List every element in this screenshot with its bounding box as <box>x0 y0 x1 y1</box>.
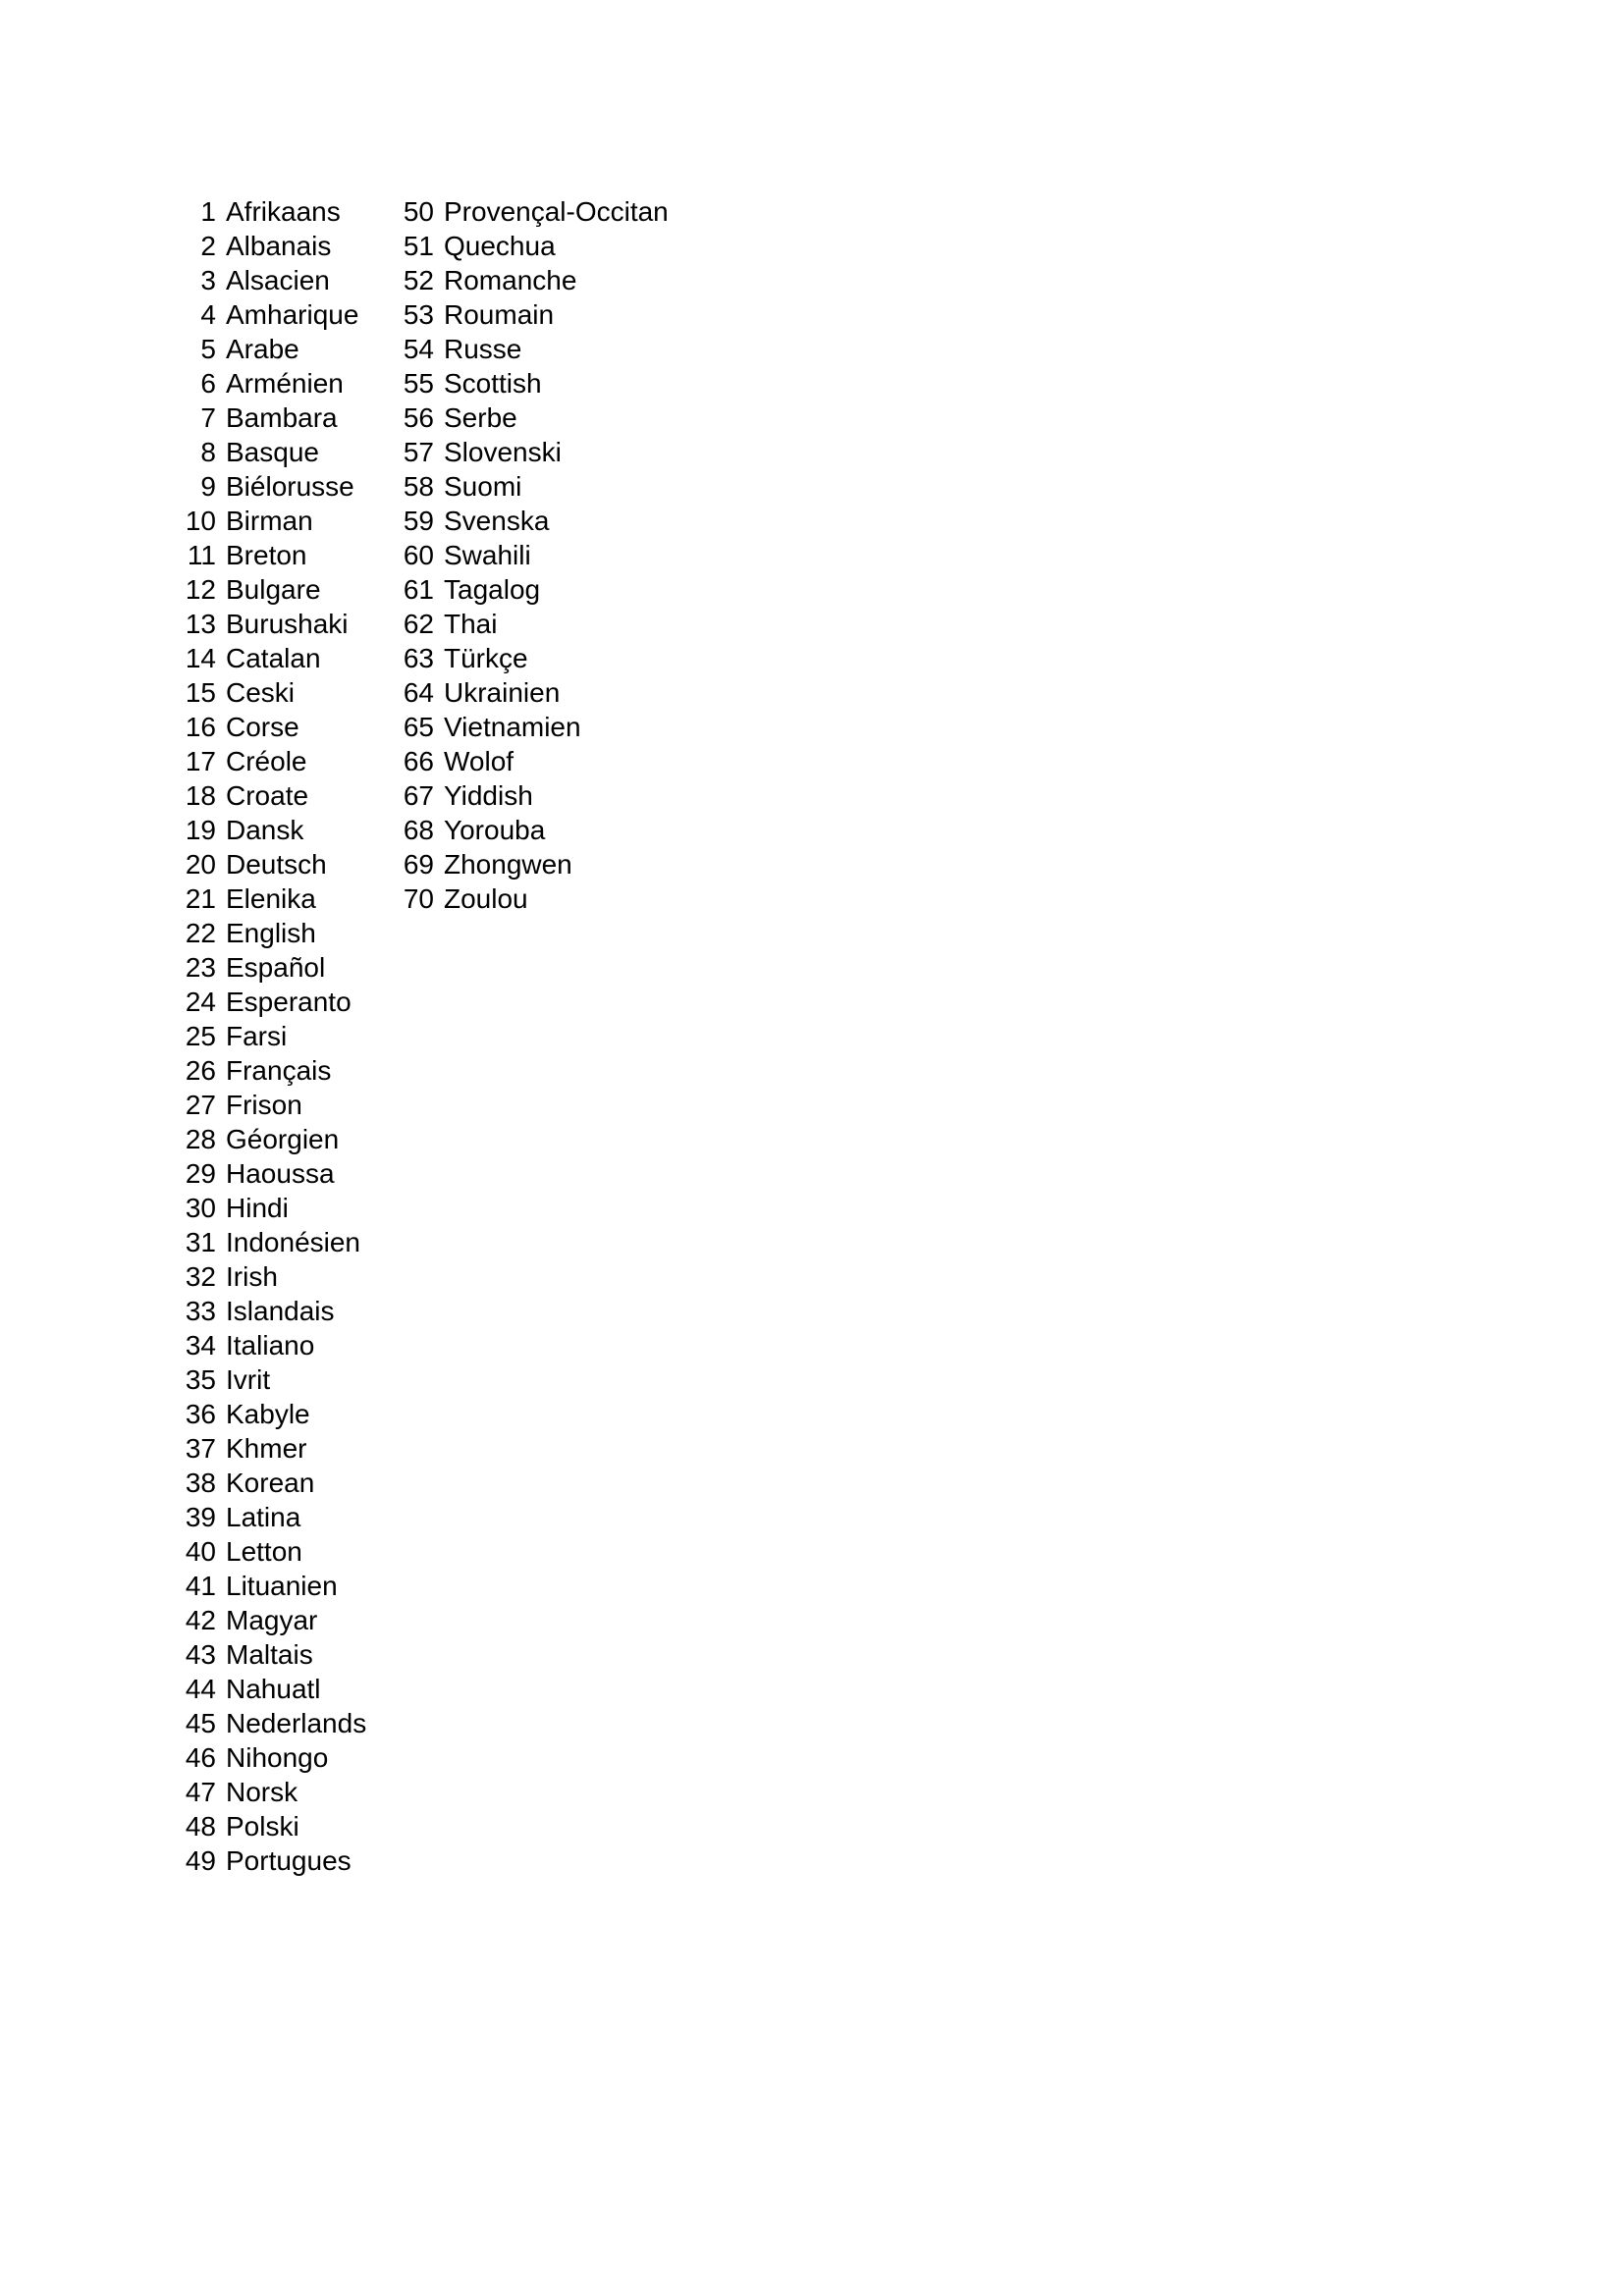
language-name: Lituanien <box>226 1571 338 1601</box>
language-number: 18 <box>185 780 216 811</box>
language-number: 1 <box>200 196 216 227</box>
language-name: Türkçe <box>444 643 528 673</box>
language-list-item <box>393 332 669 366</box>
language-list-item <box>175 916 366 950</box>
language-number: 56 <box>403 402 434 433</box>
language-list-item <box>175 263 366 297</box>
language-number: 24 <box>185 987 216 1017</box>
language-name: Serbe <box>444 402 517 433</box>
language-list-item <box>175 881 366 916</box>
language-number: 25 <box>185 1021 216 1051</box>
language-list-item <box>393 435 669 469</box>
language-list-item <box>393 229 669 263</box>
language-number: 61 <box>403 574 434 605</box>
language-number: 53 <box>403 299 434 330</box>
language-name: Haoussa <box>226 1158 335 1189</box>
language-list-item <box>175 950 366 985</box>
language-list-item <box>175 1603 366 1637</box>
language-list-item <box>175 538 366 572</box>
language-list-item <box>175 1122 366 1156</box>
language-number: 66 <box>403 746 434 776</box>
language-list-item <box>175 1156 366 1191</box>
language-number: 35 <box>185 1364 216 1395</box>
language-number: 57 <box>403 437 434 467</box>
language-list-item <box>175 297 366 332</box>
language-list-item <box>175 435 366 469</box>
language-name: Maltais <box>226 1639 313 1670</box>
language-list-item <box>393 847 669 881</box>
language-number: 28 <box>185 1124 216 1154</box>
language-number: 62 <box>403 609 434 639</box>
language-number: 39 <box>185 1502 216 1532</box>
language-number: 67 <box>403 780 434 811</box>
language-name: Amharique <box>226 299 359 330</box>
language-number: 17 <box>185 746 216 776</box>
language-name: Magyar <box>226 1605 318 1635</box>
language-list-item <box>393 297 669 332</box>
language-name: Breton <box>226 540 307 570</box>
language-list-item <box>175 1775 366 1809</box>
language-number: 64 <box>403 677 434 708</box>
language-name: Zoulou <box>444 883 528 914</box>
language-list-item <box>175 1225 366 1259</box>
language-name: Polski <box>226 1811 299 1842</box>
language-number: 32 <box>185 1261 216 1292</box>
language-number: 26 <box>185 1055 216 1086</box>
language-number: 60 <box>403 540 434 570</box>
language-list-item <box>393 400 669 435</box>
language-number: 34 <box>185 1330 216 1361</box>
language-name: Russe <box>444 334 522 364</box>
language-number: 63 <box>403 643 434 673</box>
language-name: Farsi <box>226 1021 288 1051</box>
language-name: Norsk <box>226 1777 298 1807</box>
language-number: 38 <box>185 1468 216 1498</box>
language-list-item <box>175 1466 366 1500</box>
language-name: Vietnamien <box>444 712 581 742</box>
language-number: 49 <box>185 1845 216 1876</box>
language-number: 11 <box>187 540 216 570</box>
language-list-item <box>175 366 366 400</box>
language-name: Tagalog <box>444 574 541 605</box>
language-number: 36 <box>185 1399 216 1429</box>
language-list-item <box>393 607 669 641</box>
language-name: Thai <box>444 609 498 639</box>
language-list-item <box>175 332 366 366</box>
language-list-item <box>175 504 366 538</box>
language-name: Ceski <box>226 677 296 708</box>
language-number: 52 <box>403 265 434 295</box>
language-list-item <box>393 881 669 916</box>
language-number: 5 <box>200 334 216 364</box>
language-list-item <box>175 1534 366 1569</box>
language-list-item <box>175 778 366 813</box>
language-number: 41 <box>185 1571 216 1601</box>
language-list-item <box>175 1672 366 1706</box>
language-name: Svenska <box>444 506 550 536</box>
language-list-item <box>175 194 366 229</box>
language-name: Nahuatl <box>226 1674 321 1704</box>
language-number: 51 <box>403 231 434 261</box>
language-number: 58 <box>403 471 434 502</box>
language-list-item <box>393 675 669 710</box>
language-name: Roumain <box>444 299 555 330</box>
language-number: 12 <box>185 574 216 605</box>
language-number: 20 <box>185 849 216 880</box>
language-name: Yorouba <box>444 815 546 845</box>
language-number: 69 <box>403 849 434 880</box>
language-list-item <box>175 1843 366 1878</box>
language-list-column-2 <box>393 194 669 916</box>
language-name: Bambara <box>226 402 338 433</box>
language-number: 2 <box>200 231 216 261</box>
language-list-item <box>175 1328 366 1362</box>
language-list-item <box>175 469 366 504</box>
language-number: 8 <box>200 437 216 467</box>
language-number: 47 <box>185 1777 216 1807</box>
language-number: 59 <box>403 506 434 536</box>
language-number: 6 <box>200 368 216 399</box>
language-name: Hindi <box>226 1193 289 1223</box>
language-list-item <box>175 675 366 710</box>
language-number: 37 <box>185 1433 216 1464</box>
language-number: 54 <box>403 334 434 364</box>
language-number: 65 <box>403 712 434 742</box>
language-number: 27 <box>185 1090 216 1120</box>
language-name: Arménien <box>226 368 344 399</box>
language-name: Bulgare <box>226 574 321 605</box>
language-name: English <box>226 918 316 948</box>
language-list-item <box>175 1637 366 1672</box>
language-name: Letton <box>226 1536 302 1567</box>
language-number: 3 <box>200 265 216 295</box>
language-name: Yiddish <box>444 780 533 811</box>
language-list-item <box>175 1500 366 1534</box>
language-number: 68 <box>403 815 434 845</box>
language-list-item <box>393 263 669 297</box>
language-number: 33 <box>185 1296 216 1326</box>
language-list-item <box>175 607 366 641</box>
language-number: 21 <box>185 883 216 914</box>
language-name: Slovenski <box>444 437 562 467</box>
language-list-column-1 <box>175 194 366 1878</box>
language-list-item <box>175 229 366 263</box>
language-list-item <box>175 813 366 847</box>
language-name: Irish <box>226 1261 278 1292</box>
language-number: 9 <box>200 471 216 502</box>
language-name: Birman <box>226 506 313 536</box>
language-number: 19 <box>185 815 216 845</box>
language-number: 50 <box>403 196 434 227</box>
language-list-item <box>175 1019 366 1053</box>
language-number: 15 <box>185 677 216 708</box>
language-name: Khmer <box>226 1433 307 1464</box>
language-name: Korean <box>226 1468 315 1498</box>
language-name: Croate <box>226 780 309 811</box>
language-name: Latina <box>226 1502 301 1532</box>
language-name: Corse <box>226 712 299 742</box>
language-list-item <box>175 710 366 744</box>
language-name: Italiano <box>226 1330 315 1361</box>
language-number: 13 <box>185 609 216 639</box>
language-name: Esperanto <box>226 987 352 1017</box>
language-name: Burushaki <box>226 609 349 639</box>
language-list-item <box>393 744 669 778</box>
language-name: Ivrit <box>226 1364 271 1395</box>
language-number: 55 <box>403 368 434 399</box>
language-list-item <box>175 1397 366 1431</box>
language-list-item <box>175 1191 366 1225</box>
language-name: Biélorusse <box>226 471 354 502</box>
language-number: 70 <box>403 883 434 914</box>
language-number: 29 <box>185 1158 216 1189</box>
language-name: Swahili <box>444 540 531 570</box>
language-list-item <box>393 504 669 538</box>
language-number: 45 <box>185 1708 216 1738</box>
language-number: 44 <box>185 1674 216 1704</box>
language-list-item <box>393 538 669 572</box>
language-number: 10 <box>185 506 216 536</box>
language-number: 14 <box>185 643 216 673</box>
language-name: Frison <box>226 1090 302 1120</box>
language-number: 48 <box>185 1811 216 1842</box>
language-list-item <box>393 710 669 744</box>
language-list-item <box>393 366 669 400</box>
language-list-item <box>393 572 669 607</box>
language-name: Wolof <box>444 746 514 776</box>
language-name: Quechua <box>444 231 556 261</box>
language-name: Dansk <box>226 815 304 845</box>
language-list-item <box>175 400 366 435</box>
language-number: 22 <box>185 918 216 948</box>
language-list-item <box>393 469 669 504</box>
language-name: Nihongo <box>226 1742 329 1773</box>
language-list-item <box>175 572 366 607</box>
language-list-item <box>175 847 366 881</box>
language-number: 46 <box>185 1742 216 1773</box>
language-number: 30 <box>185 1193 216 1223</box>
language-list-item <box>175 1569 366 1603</box>
language-name: Romanche <box>444 265 577 295</box>
language-name: Français <box>226 1055 332 1086</box>
language-number: 16 <box>185 712 216 742</box>
language-name: Créole <box>226 746 307 776</box>
language-name: Español <box>226 952 326 983</box>
language-list-item <box>175 1362 366 1397</box>
language-name: Nederlands <box>226 1708 367 1738</box>
language-list-item <box>393 194 669 229</box>
language-name: Ukrainien <box>444 677 561 708</box>
language-name: Zhongwen <box>444 849 572 880</box>
language-list-item <box>175 1809 366 1843</box>
language-list-item <box>175 1431 366 1466</box>
language-list-item <box>175 985 366 1019</box>
language-list-item <box>393 641 669 675</box>
language-list-item <box>393 813 669 847</box>
language-name: Islandais <box>226 1296 335 1326</box>
language-number: 7 <box>200 402 216 433</box>
language-name: Albanais <box>226 231 332 261</box>
language-number: 31 <box>185 1227 216 1257</box>
language-list-item <box>393 778 669 813</box>
language-name: Alsacien <box>226 265 330 295</box>
language-list-item <box>175 1740 366 1775</box>
language-name: Kabyle <box>226 1399 310 1429</box>
language-list-item <box>175 1259 366 1294</box>
language-name: Afrikaans <box>226 196 341 227</box>
language-number: 4 <box>200 299 216 330</box>
language-name: Suomi <box>444 471 522 502</box>
language-list-item <box>175 641 366 675</box>
language-name: Portugues <box>226 1845 352 1876</box>
language-list-item <box>175 1053 366 1088</box>
language-name: Indonésien <box>226 1227 361 1257</box>
language-number: 23 <box>185 952 216 983</box>
language-name: Catalan <box>226 643 321 673</box>
language-name: Scottish <box>444 368 542 399</box>
language-number: 40 <box>185 1536 216 1567</box>
language-name: Elenika <box>226 883 316 914</box>
language-name: Arabe <box>226 334 299 364</box>
language-number: 42 <box>185 1605 216 1635</box>
language-name: Géorgien <box>226 1124 340 1154</box>
language-number: 43 <box>185 1639 216 1670</box>
language-list-item <box>175 1088 366 1122</box>
language-name: Deutsch <box>226 849 327 880</box>
language-name: Basque <box>226 437 319 467</box>
language-list-item <box>175 1706 366 1740</box>
language-name: Provençal-Occitan <box>444 196 669 227</box>
language-list-item <box>175 744 366 778</box>
language-list-item <box>175 1294 366 1328</box>
